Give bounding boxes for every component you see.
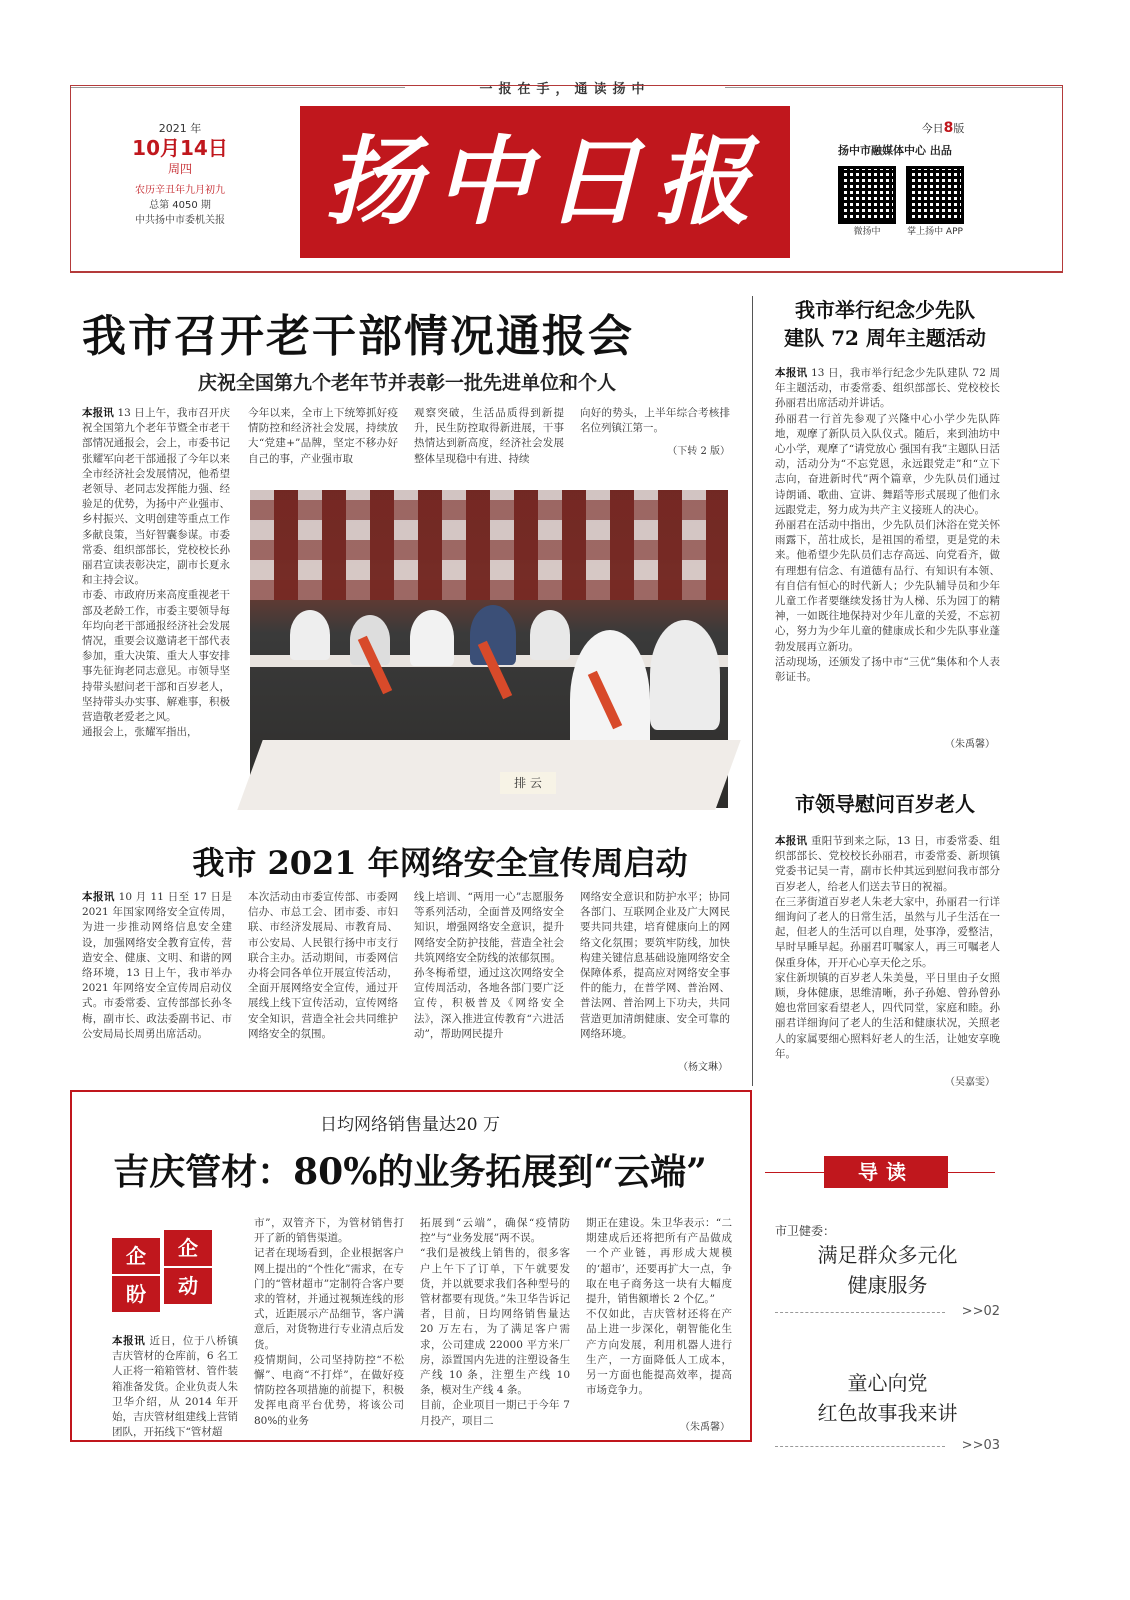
guide-item2[interactable]: [775, 1368, 1000, 1428]
text: 活动现场，还颁发了扬中市“三优”集体和个人表彰证书。: [775, 655, 1000, 684]
text: 家住新坝镇的百岁老人朱美曼，平日里由子女照顾，身体健康，思维清晰，孙子孙媳、曾孙曾孙媳也常回家看望老人，四代同堂，家庭和睦。孙丽君详细询问了老人的生活和健康状况，关照老人的家属要细心照料好老人的生活，让她安享晚年。: [775, 971, 1000, 1060]
story2-col-2: 本次活动由市委宣传部、市委网信办、市总工会、团市委、市妇联、市经济发展局、市教育局、市公安局、人民银行扬中市支行联合主办。活动期间，市委网信办将会同各单位开展宣传活动，全面开展网络安全宣传，通过开展线上线下宣传活动，宣传网络安全知识，营造全社会共同维护网络安全的氛围。: [248, 891, 398, 1040]
text: 拓展到“云端”，确保“疫情防控”与“业务发展”两不误。: [420, 1217, 570, 1245]
text: 孙丽君在活动中指出，少先队员们沐浴在党关怀雨露下，茁壮成长，是祖国的希望，更是党的未来。他希望少先队员们志存高远、向党看齐，做有理想有信念、有道德有品行、有知识有本领、有自信有恒心的时代新人；少先队辅导员和少年儿童工作者要继续发扬甘为人梯、乐为园丁的精神，一如既往地保持对少年儿童的关爱，不忘初心，努力为少年儿童的健康成长和少先队事业蓬勃发展再立新功。: [775, 519, 1000, 653]
date: 10月14日: [132, 136, 228, 160]
photo-person: [650, 620, 720, 730]
column-divider: [752, 296, 753, 1086]
lead: 本报讯: [112, 1335, 146, 1347]
text: 通报会上，张耀军指出，: [82, 726, 198, 739]
story2-col-1: [82, 890, 232, 1074]
news-photo: [250, 490, 728, 808]
photo-nameplate: 排 云: [500, 772, 556, 794]
weekday: 周四: [167, 162, 192, 176]
guide-item1-line: 满足群众多元化: [817, 1243, 958, 1267]
text: 目前，企业项目一期已于今年 7 月投产，项目二: [420, 1399, 570, 1427]
side2-author: （吴嘉雯）: [945, 1077, 995, 1088]
main-col-3: 观察突破，生活品质得到新提升，民生防控取得新进展，干事热情达到新高度，经济社会发展整体呈现稳中有进、持续: [414, 407, 564, 465]
date-block: [80, 120, 280, 226]
masthead: [300, 106, 790, 258]
seal-char: 动: [164, 1268, 212, 1304]
side2-body: [775, 834, 1000, 1070]
side1-body: [775, 366, 1000, 710]
lead: 本报讯: [82, 407, 114, 419]
story3-col-2: [254, 1216, 404, 1428]
main-subheadline: 庆祝全国第九个老年节并表彰一批先进单位和个人: [197, 372, 616, 394]
photo-front-table: [237, 740, 740, 810]
guide-item1-page[interactable]: >>02: [961, 1304, 1000, 1319]
header-rule: [70, 271, 1063, 273]
guide-item2-line: 童心向党: [847, 1371, 928, 1395]
side1-title-line: 我市举行纪念少先队: [795, 298, 975, 322]
photo-person: [290, 610, 330, 660]
story3-col-3: [420, 1216, 570, 1428]
year: 2021 年: [158, 122, 202, 135]
text: 孙冬梅希望，通过这次网络安全宣传周活动，各地各部门要广泛宣传，积极普及《网络安全法》，深入推进宣传教育“六进活动”，帮助网民提升: [414, 967, 564, 1040]
guide-item1-source: 市卫健委：: [775, 1224, 836, 1238]
text: 孙丽君一行首先参观了兴隆中心小学少先队阵地，观摩了新队员入队仪式。随后，来到油坊中心小学，观摩了“请党放心 强国有我”主题队日活动，活动分为“不忘党恩，永远跟党走”和“立下志向，奋进新时代”两个篇章，少先队员们通过诗朗诵、歌曲、宣讲、舞蹈等形式展现了他们永远跟党走，努力成为共产主义接班人的决心。: [775, 412, 1000, 516]
seal-char: 企: [164, 1230, 212, 1266]
story2-headline: 我市 2021 年网络安全宣传周启动: [192, 844, 688, 882]
guide-dash: [775, 1446, 945, 1447]
story3-col-4: [586, 1216, 732, 1414]
main-col-1: [82, 406, 230, 804]
guide-item2-page[interactable]: >>03: [961, 1438, 1000, 1453]
issue-number: 总第 4050 期: [149, 200, 211, 211]
story3-kicker: 日均网络销售量达20 万: [319, 1115, 501, 1135]
side1-title: [765, 296, 1005, 352]
photo-person: [530, 610, 570, 660]
text: 线上培训、“两用一心”志愿服务等系列活动，全面普及网络安全知识，增强网络安全意识，提升网络安全防护技能，营造全社会共筑网络安全防线的浓郁氛围。: [414, 891, 564, 964]
story2-col-3: [414, 890, 564, 1074]
photo-wall-pattern: [250, 490, 728, 600]
qr-code-icon: [838, 166, 896, 224]
lead: 本报讯: [775, 367, 808, 379]
story2-col-4: 网络安全意识和防护水平；协同各部门、互联网企业及广大网民要共同共建，培育健康向上的网络文化氛围；要筑牢防线，加快构建关键信息基础设施网络安全保障体系，提高应对网络安全事件的能力，在普学网、普治网、普法网、普治网上下功夫，共同营造更加清朗健康、安全可靠的网络环境。: [580, 891, 730, 1040]
guide-item1[interactable]: [775, 1240, 1000, 1300]
text: 13 日上午，我市召开庆祝全国第九个老年节暨全市老干部情况通报会，会上，市委书记张耀军向老干部通报了今年以来全市经济社会发展情况，他希望老领导、老同志发挥能力强、经验足的优势，为扬中产业强市、乡村振兴、文明创建等重点工作多献良策，当好智囊参谋。市委常委、组织部部长，党校校长孙丽君宣读表彰决定，副市长夏永和主持会议。: [82, 407, 230, 587]
story3-headline: 吉庆管材：80%的业务拓展到“云端”: [113, 1151, 707, 1193]
qr-block-1: [838, 166, 896, 237]
guide-dash: [775, 1312, 945, 1313]
text: 在三茅街道百岁老人朱老大家中，孙丽君一行详细询问了老人的日常生活，虽然与儿子生活在一起，但老人的生活可以自理，处事净，爱整洁，早时早睡早起。孙丽君叮嘱家人，再三可嘱老人保重身体，开开心心享天伦之乐。: [775, 895, 1000, 969]
text: 10 月 11 日至 17 日是 2021 年国家网络安全宣传周，为进一步推动网络信息安全建设，加强网络安全教育宣传，营造安全、健康、文明、和谐的网络环境，13 日上午，我市举办 2021 年网络安全宣传周启动仪式。市委常委、宣传部部长孙冬梅，副市长、政法委副书记、市公安局局长周勇出席活动。: [82, 891, 232, 1040]
qr-row: [838, 166, 1048, 237]
text: 市”，双管齐下，为管材销售打开了新的销售渠道。: [254, 1217, 404, 1245]
lunar-date: 农历辛丑年九月初九: [135, 185, 225, 196]
side1-author: （朱禹馨）: [945, 739, 995, 750]
main-col-4: 向好的势头，上半年综合考核排名位列镇江第一。: [580, 407, 730, 435]
text: 记者在现场看到，企业根据客户网上提出的“个性化”需求，在专门的“管材超市”定制符合客户要求的管材，并通过视频连线的形式，近距展示产品细节，客户满意后，对货物进行专业清点后发货。: [254, 1247, 404, 1351]
story3-col-1: [112, 1334, 238, 1439]
pages-prefix: 今日: [921, 122, 944, 135]
masthead-title: 扬中日报: [325, 125, 765, 238]
header-info: [838, 120, 1048, 237]
lead: 本报讯: [82, 891, 115, 903]
continued-note: （下转 2 版）: [667, 446, 730, 457]
page-count: [838, 120, 1048, 136]
qr1-label: 微扬中: [853, 227, 881, 237]
guide-label: 导读: [824, 1156, 948, 1188]
side1-title-line: 建队 72 周年主题活动: [784, 326, 986, 350]
text: 重阳节到来之际，13 日，市委常委、组织部部长、党校校长孙丽君，市委常委、新坝镇党委书记吴一青，副市长仲其远到慰问我市部分百岁老人，给老人们送去节日的祝福。: [775, 835, 1000, 893]
qi-pan-qi-dong-seal-icon: [112, 1230, 222, 1310]
sponsor: 中共扬中市委机关报: [135, 215, 225, 226]
seal-char: 盼: [112, 1276, 160, 1312]
text: 13 日，我市举行纪念少先队建队 72 周年主题活动，市委常委、组织部部长、党校校长孙丽君出席活动并讲话。: [775, 367, 1000, 410]
qr-code-icon: [906, 166, 964, 224]
pages-suffix: 版: [953, 122, 965, 135]
story3-author: （朱禹馨）: [680, 1422, 730, 1433]
text: 市委、市政府历来高度重视老干部及老龄工作，市委主要领导每年均向老干部通报经济社会发展情况，重要会议邀请老干部代表参加，重大决策、重大人事安排事先征询老同志意见。市领导坚持带头慰问老干部和百岁老人，坚持带头办实事、解难事，积极营造敬老爱老之风。: [82, 589, 230, 724]
qr2-label: 掌上扬中 APP: [907, 227, 963, 237]
main-headline: 我市召开老干部情况通报会: [82, 311, 634, 362]
text: 疫情期间，公司坚持防控“不松懈”、电商“不打烊”，在做好疫情防控各项措施的前提下，积极发挥电商平台优势，将该公司 80%的业务: [254, 1353, 404, 1427]
qr-block-2: [906, 166, 964, 237]
seal-char: 企: [112, 1238, 160, 1274]
lead: 本报讯: [775, 835, 808, 847]
publisher: 扬中市融媒体中心 出品: [838, 144, 952, 157]
slogan: 一报在手，通读扬中: [479, 82, 651, 97]
text: 近日，位于八桥镇吉庆管材的仓库前，6 名工人正将一箱箱管材、管件装箱准备发货。企业负责人朱卫华介绍，从 2014 年开始，吉庆管材组建线上营销团队，开拓线下“管材超: [112, 1335, 238, 1439]
story2-author: （杨文琳）: [678, 1062, 728, 1073]
text: 不仅如此，吉庆管材还将在产品上进一步深化，朝智能化生产方向发展，利用机器人进行生产，一方面降低人工成本，另一方面也能提高效率，提高市场竞争力。: [586, 1308, 732, 1397]
pages-num: 8: [943, 120, 954, 136]
photo-person: [410, 610, 454, 666]
main-col-2: 今年以来，全市上下统筹抓好疫情防控和经济社会发展，持续放大“党建+”品牌，坚定不移办好自己的事，产业强市取: [248, 407, 398, 465]
text: 期正在建设。朱卫华表示：“二期建成后还将把所有产品做成一个产业链，再形成大规模的‘超市’，还要再扩大一点，争取在电子商务这一块有大幅度提升，销售额增长 2 个亿。”: [586, 1217, 732, 1306]
side2-title: 市领导慰问百岁老人: [795, 792, 975, 816]
text: “我们是被线上销售的，很多客户上午下了订单，下午就要发货，并以就要求我们各种型号的管材都要有现货。”朱卫华告诉记者，目前，日均网络销售量达 20 万左右，为了满足客户需求，公司建成 22000 平方米厂房，添置国内先进的注塑设备生产线 10 条，注塑生产线 10 条，模对生产线 4 条。: [420, 1247, 570, 1397]
guide-item1-line: 健康服务: [847, 1273, 928, 1297]
guide-item2-line: 红色故事我来讲: [817, 1401, 958, 1425]
